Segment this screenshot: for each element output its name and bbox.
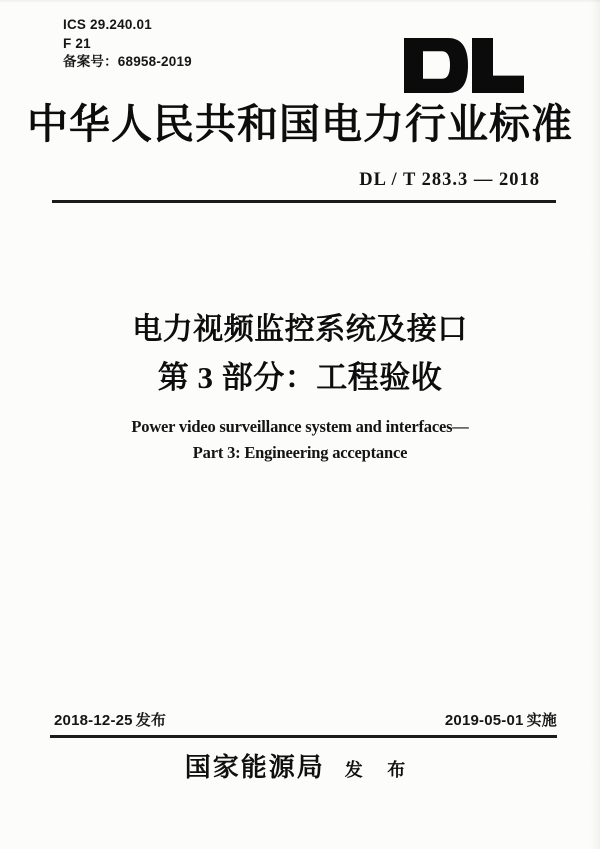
title-english-line2: Part 3: Engineering acceptance [192, 443, 408, 462]
publisher-name: 国家能源局 [184, 753, 325, 782]
header-divider-line [52, 200, 556, 203]
implement-date-item [445, 711, 557, 731]
ics-code: ICS 29.240.01 [63, 17, 152, 32]
implement-date-label: 实施 [526, 712, 557, 729]
doc-class-code: F 21 [63, 35, 91, 51]
record-number: 备案号：68958-2019 [63, 54, 192, 69]
publisher-action-label: 发 布 [344, 760, 416, 780]
date-row [54, 711, 557, 731]
title-chinese-line2: 第 3 部分：工程验收 [157, 360, 443, 395]
title-english-line1: Power video surveillance system and interfaces— [131, 417, 469, 436]
implement-date: 2019-05-01 [444, 712, 524, 729]
issue-date: 2018-12-25 [54, 712, 133, 729]
publisher-row [0, 751, 600, 785]
issue-date-item [54, 711, 166, 731]
dl-logo-icon [404, 38, 524, 93]
top-meta-block [63, 16, 192, 72]
issue-date-label: 发布 [135, 712, 167, 729]
standard-heading: 中华人民共和国电力行业标准 [27, 101, 573, 147]
standard-number: DL / T 283.3 — 2018 [359, 170, 540, 190]
scan-artifact-top [0, 0, 600, 3]
footer-divider-line [50, 735, 557, 738]
dl-logo-text [404, 93, 405, 94]
title-chinese-line1: 电力视频监控系统及接口 [132, 313, 468, 346]
